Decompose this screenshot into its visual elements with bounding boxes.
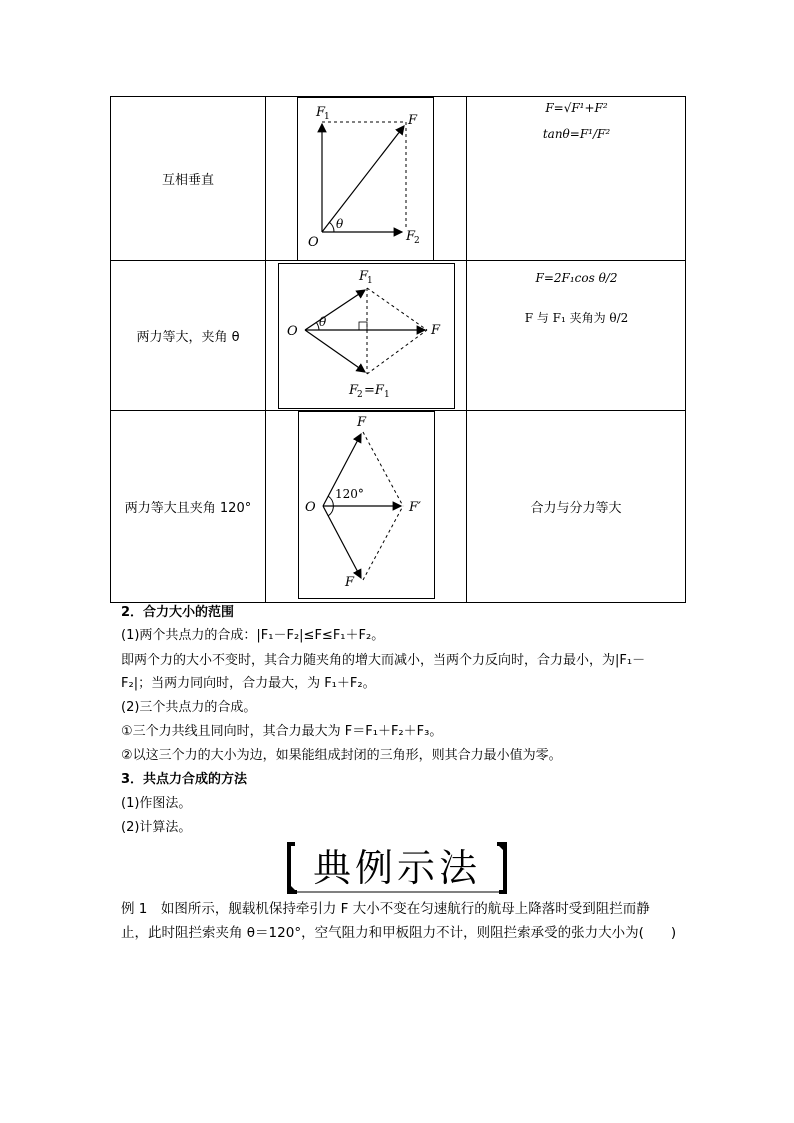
paragraph: (2)计算法。 — [121, 820, 192, 835]
example-text: 止，此时阻拦索夹角 θ＝120°，空气阻力和甲板阻力不计，则阻拦索承受的张力大小为( ) — [121, 925, 677, 941]
force-composition-table — [110, 96, 686, 603]
f1-label: F — [316, 105, 326, 120]
result-line: F=2F₁cos θ/2 — [535, 271, 618, 285]
perpendicular-force-diagram — [297, 97, 434, 261]
svg-text:1: 1 — [324, 112, 330, 122]
paragraph: ②以这三个力的大小为边，如果能组成封闭的三角形，则其合力最小值为零。 — [121, 748, 562, 763]
f1-label: F — [359, 269, 369, 284]
origin-label: O — [308, 235, 319, 250]
svg-text:1: 1 — [367, 276, 373, 286]
figure-cell — [266, 261, 467, 411]
f2-label: F — [406, 229, 416, 244]
equal-forces-diagram — [278, 263, 455, 409]
f-label: F — [408, 113, 418, 128]
example-text: 例 1 如图所示，舰载机保持牵引力 F 大小不变在匀速航行的航母上降落时受到阻拦而静 — [121, 901, 650, 917]
section-heading: 2．合力大小的范围 — [121, 605, 235, 620]
paragraph: 即两个力的大小不变时，其合力随夹角的增大而减小，当两个力反向时，合力最小，为|F₁－ — [121, 653, 646, 668]
section-heading: 3．共点力合成的方法 — [121, 772, 248, 787]
condition-cell: 互相垂直 — [111, 97, 266, 261]
figure-cell — [266, 97, 467, 261]
origin-label: O — [287, 324, 298, 339]
condition-cell: 两力等大且夹角 120° — [111, 411, 266, 603]
fprime-label: F′ — [409, 500, 421, 515]
f-bottom-label: F — [345, 575, 355, 590]
f2-label: F — [349, 383, 359, 398]
paragraph: F₂|；当两力同向时，合力最大，为 F₁＋F₂。 — [121, 676, 376, 691]
svg-text:2: 2 — [414, 236, 420, 246]
condition-cell: 两力等大，夹角 θ — [111, 261, 266, 411]
figure-cell — [266, 411, 467, 603]
origin-label: O — [305, 500, 316, 515]
result-cell — [467, 261, 686, 411]
banner-title: 典例示法 — [312, 846, 481, 890]
table-row — [111, 411, 686, 603]
svg-text:2: 2 — [357, 390, 363, 400]
paragraph: ①三个力共线且同向时，其合力最大为 F＝F₁＋F₂＋F₃。 — [121, 724, 443, 739]
example-banner — [285, 840, 509, 896]
angle-label: 120° — [335, 487, 364, 501]
theta-label: θ — [336, 217, 344, 231]
120-degree-diagram — [298, 411, 435, 599]
table-row — [111, 261, 686, 411]
paragraph: (1)两个共点力的合成：|F₁－F₂|≤F≤F₁＋F₂。 — [121, 628, 385, 643]
paragraph: (2)三个共点力的合成。 — [121, 700, 257, 715]
table-row — [111, 97, 686, 261]
svg-text:=F: =F — [364, 383, 384, 398]
f-top-label: F — [357, 415, 367, 430]
f-label: F — [431, 323, 441, 338]
theta-label: θ — [319, 315, 327, 329]
result-cell: 合力与分力等大 — [467, 411, 686, 603]
result-line: F=√F¹+F² — [545, 101, 608, 115]
svg-text:1: 1 — [384, 390, 390, 400]
result-line: tanθ=F¹/F² — [542, 127, 611, 141]
result-line: F 与 F₁ 夹角为 θ/2 — [524, 311, 629, 325]
paragraph: (1)作图法。 — [121, 796, 192, 811]
result-cell — [467, 97, 686, 261]
